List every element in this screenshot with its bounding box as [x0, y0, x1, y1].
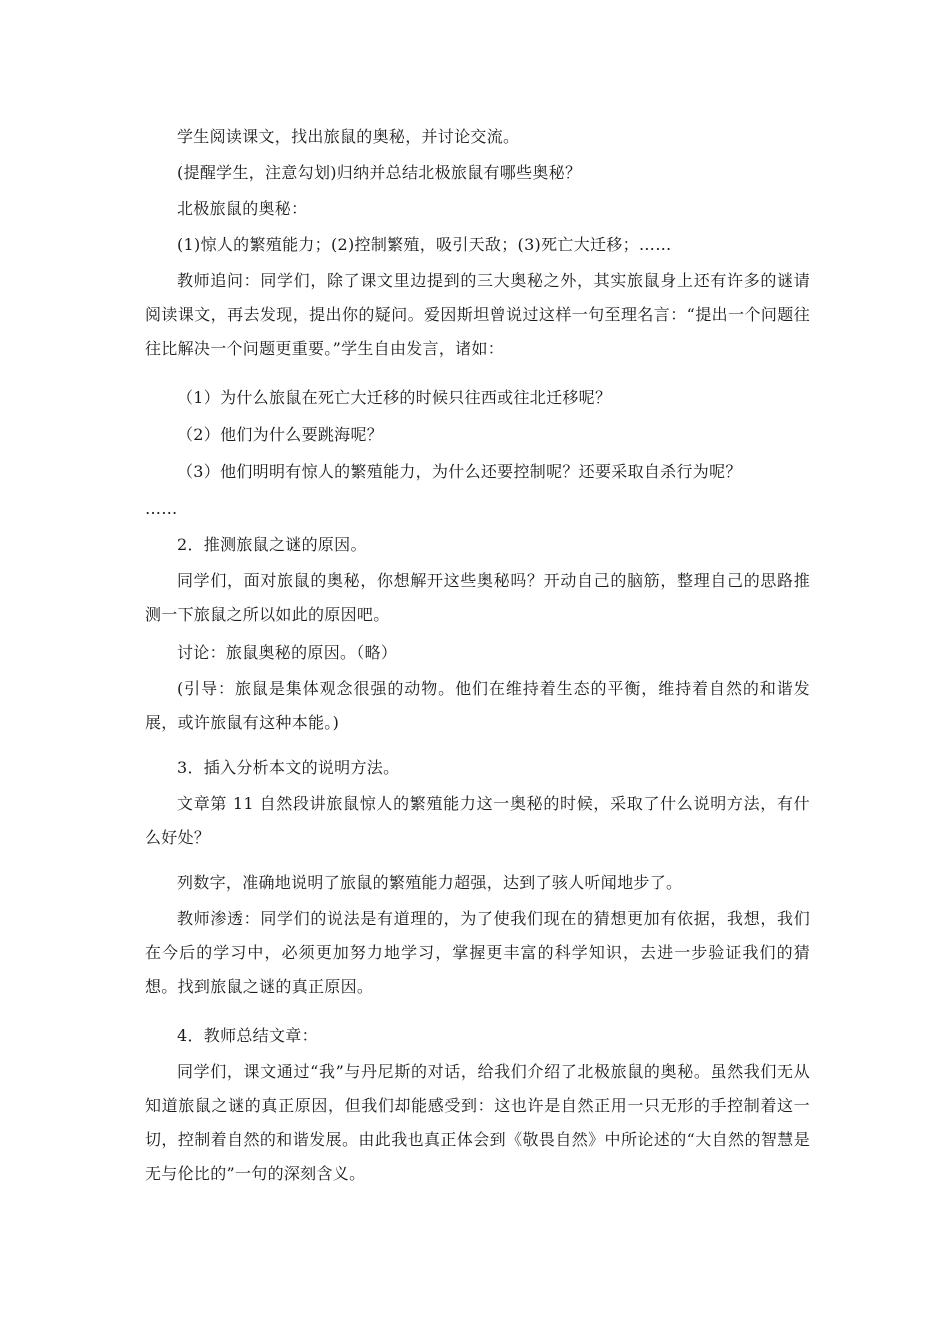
- paragraph-ellipsis: ……: [145, 499, 178, 518]
- paragraph-mysteries-list: (1)惊人的繁殖能力；(2)控制繁殖，吸引天敌；(3)死亡大迁移；……: [177, 235, 672, 254]
- paragraph-discussion: 讨论：旅鼠奥秘的原因。（略）: [177, 643, 398, 662]
- section-heading-4: 4．教师总结文章：: [177, 1026, 318, 1045]
- paragraph-method-answer: 列数字，准确地说明了旅鼠的繁殖能力超强，达到了骇人听闻地步了。: [177, 873, 683, 892]
- paragraph-read-text: 学生阅读课文，找出旅鼠的奥秘，并讨论交流。: [177, 127, 520, 146]
- paragraph-conclusion: 同学们，课文通过“我”与丹尼斯的对话，给我们介绍了北极旅鼠的奥秘。虽然我们无从知道旅鼠之谜的真正原因，但我们却能感受到：这也许是自然正用一只无形的手控制着这一切，控制着自然的和谐发展。由此我也真正体会到《敬畏自然》中所论述的“大自然的智慧是无与伦比的”一句的深刻含义。: [145, 1062, 810, 1183]
- paragraph-teacher-question: 教师追问：同学们，除了课文里边提到的三大奥秘之外，其实旅鼠身上还有许多的谜请阅读课文，再去发现，提出你的疑问。爱因斯坦曾说过这样一句至理名言：“提出一个问题往往比解决一个问题更重要。”学生自由发言，诸如：: [145, 271, 810, 358]
- section-heading-2: 2．推测旅鼠之谜的原因。: [177, 535, 367, 554]
- paragraph-summary-prompt: (提醒学生，注意勾划)归纳并总结北极旅鼠有哪些奥秘？: [177, 163, 582, 182]
- paragraph-teacher-insight: 教师渗透：同学们的说法是有道理的，为了使我们现在的猜想更加有依据，我想，我们在今后的学习中，必须更加努力地学习，掌握更丰富的科学知识，去进一步验证我们的猜想。找到旅鼠之谜的真正原因。: [145, 909, 810, 996]
- paragraph-guidance: (引导：旅鼠是集体观念很强的动物。他们在维持着生态的平衡，维持着自然的和谐发展，或许旅鼠有这种本能。): [145, 679, 810, 732]
- paragraph-mysteries-heading: 北极旅鼠的奥秘：: [177, 199, 308, 218]
- section-heading-3: 3．插入分析本文的说明方法。: [177, 758, 400, 777]
- paragraph-question-1: （1）为什么旅鼠在死亡大迁移的时候只往西或往北迁移呢？: [177, 388, 612, 407]
- paragraph-guess-reasons: 同学们，面对旅鼠的奥秘，你想解开这些奥秘吗？开动自己的脑筋，整理自己的思路推测一下旅鼠之所以如此的原因吧。: [145, 571, 810, 624]
- paragraph-question-3: （3）他们明明有惊人的繁殖能力，为什么还要控制呢？还要采取自杀行为呢？: [177, 462, 742, 481]
- paragraph-method-question: 文章第 11 自然段讲旅鼠惊人的繁殖能力这一奥秘的时候，采取了什么说明方法，有什么好处？: [145, 794, 810, 847]
- paragraph-question-2: （2）他们为什么要跳海呢？: [177, 425, 384, 444]
